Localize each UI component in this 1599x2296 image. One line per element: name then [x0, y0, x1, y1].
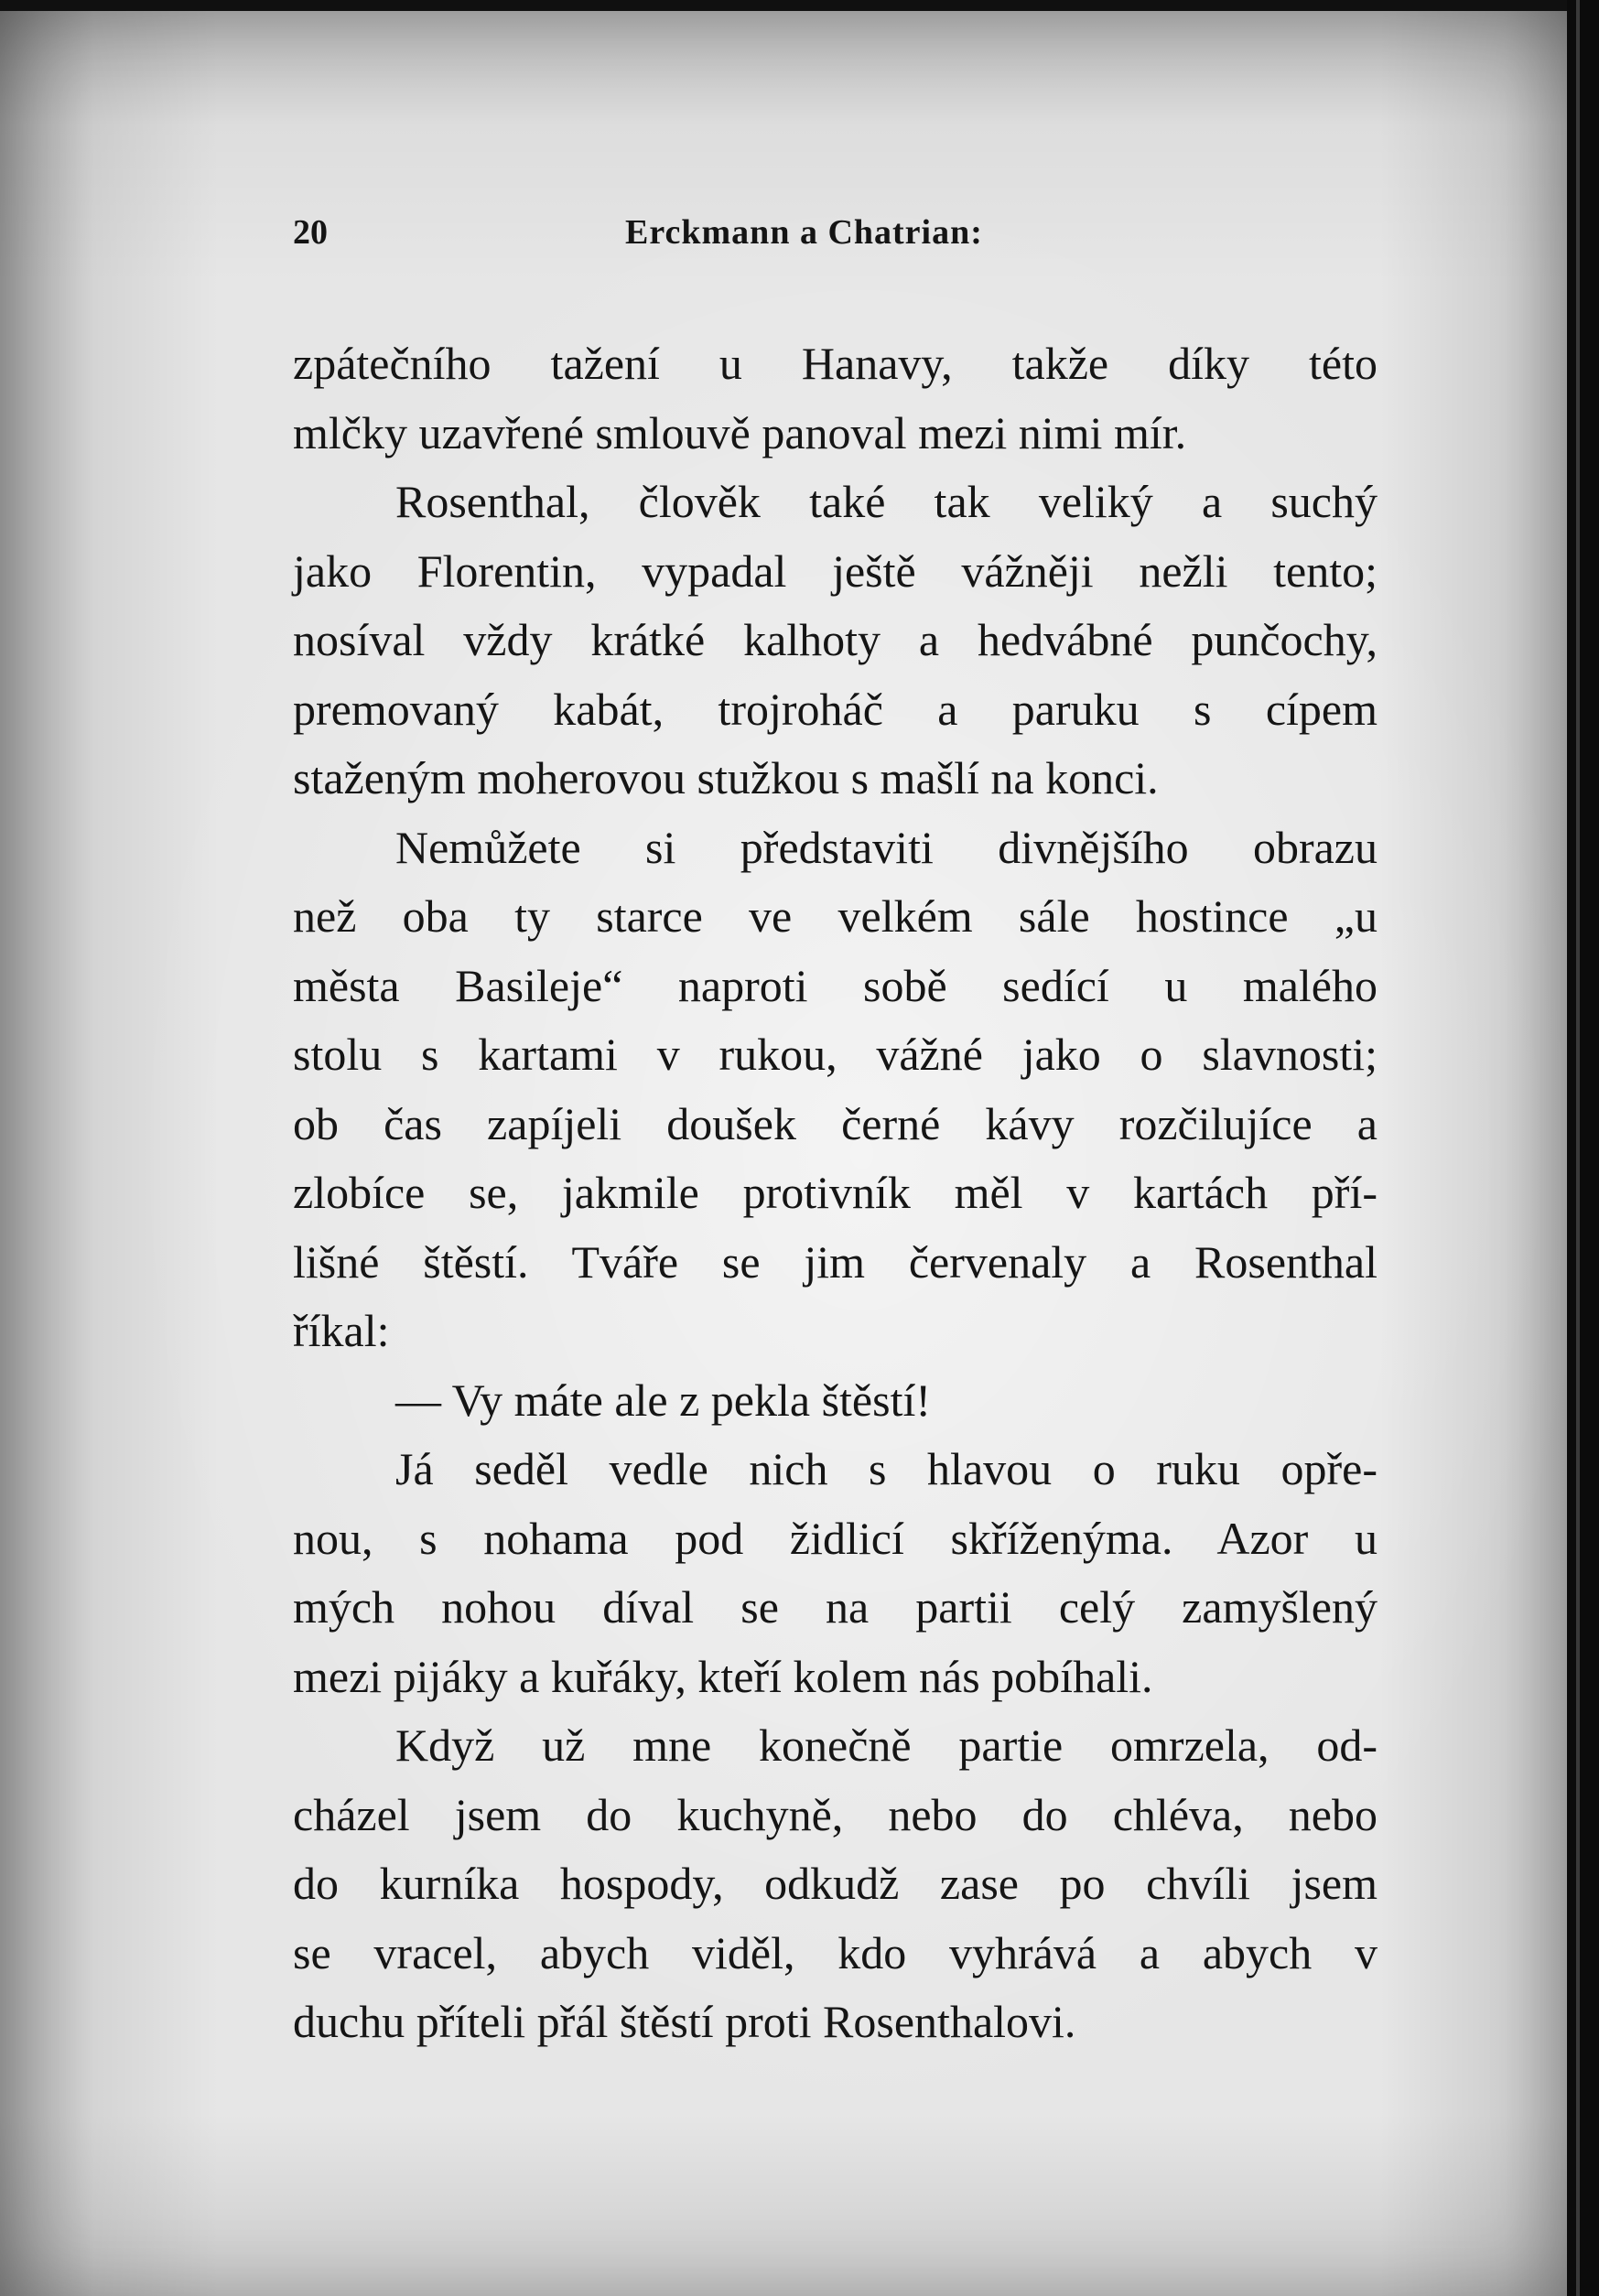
- text-line: mlčky uzavřené smlouvě panoval mezi nimi mír.: [293, 406, 1187, 458]
- text-line: Když už mne konečně partie omrzela, od-: [395, 1719, 1378, 1771]
- text-line: mezi pijáky a kuřáky, kteří kolem nás pobíhali.: [293, 1650, 1153, 1702]
- text-line: lišné štěstí. Tváře se jim červenaly a Rosenthal: [293, 1235, 1378, 1288]
- text-line: staženým moherovou stužkou s mašlí na konci.: [293, 752, 1159, 803]
- text-line: cházel jsem do kuchyně, nebo do chléva, nebo: [293, 1788, 1378, 1840]
- text-line: Nemůžete si představiti divnějšího obrazu: [395, 821, 1378, 873]
- body-text: [293, 329, 1378, 2057]
- text-line: zpátečního tažení u Hanavy, takže díky této: [293, 338, 1378, 389]
- text-line: stolu s kartami v rukou, vážné jako o slavnosti;: [293, 1029, 1378, 1080]
- text-line: — Vy máte ale z pekla štěstí!: [395, 1374, 932, 1426]
- text-line: zlobíce se, jakmile protivník měl v kartách pří-: [293, 1167, 1378, 1218]
- running-head: Erckmann a Chatrian:: [625, 213, 983, 252]
- text-line: říkal:: [293, 1305, 390, 1356]
- text-line: Já seděl vedle nich s hlavou o ruku opře-: [395, 1443, 1378, 1494]
- text-line: duchu příteli přál štěstí proti Rosenthalovi.: [293, 1996, 1076, 2047]
- text-line: premovaný kabát, trojroháč a paruku s cípem: [293, 683, 1378, 735]
- text-line: nou, s nohama pod židlicí skříženýma. Azor u: [293, 1512, 1378, 1564]
- text-line: Rosenthal, člověk také tak veliký a suchý: [395, 476, 1378, 527]
- text-line: nosíval vždy krátké kalhoty a hedvábné punčochy,: [293, 614, 1378, 665]
- text-line: než oba ty starce ve velkém sále hostince „u: [293, 890, 1378, 942]
- text-line: jako Florentin, vypadal ještě vážněji nežli tento;: [293, 544, 1378, 597]
- page-edge-line: [1576, 0, 1580, 2296]
- text-line: do kurníka hospody, odkudž zase po chvíli jsem: [293, 1858, 1378, 1909]
- page-number: 20: [293, 213, 328, 252]
- text-line: mých nohou díval se na partii celý zamyšlený: [293, 1581, 1378, 1633]
- text-line: ob čas zapíjeli doušek černé kávy rozčilujíce a: [293, 1097, 1378, 1149]
- page-edge-shadow: [1567, 0, 1599, 2296]
- text-line: se vracel, abych viděl, kdo vyhrává a abych v: [293, 1926, 1378, 1978]
- page-header: [293, 212, 1382, 267]
- text-line: města Basileje“ naproti sobě sedící u malého: [293, 959, 1378, 1011]
